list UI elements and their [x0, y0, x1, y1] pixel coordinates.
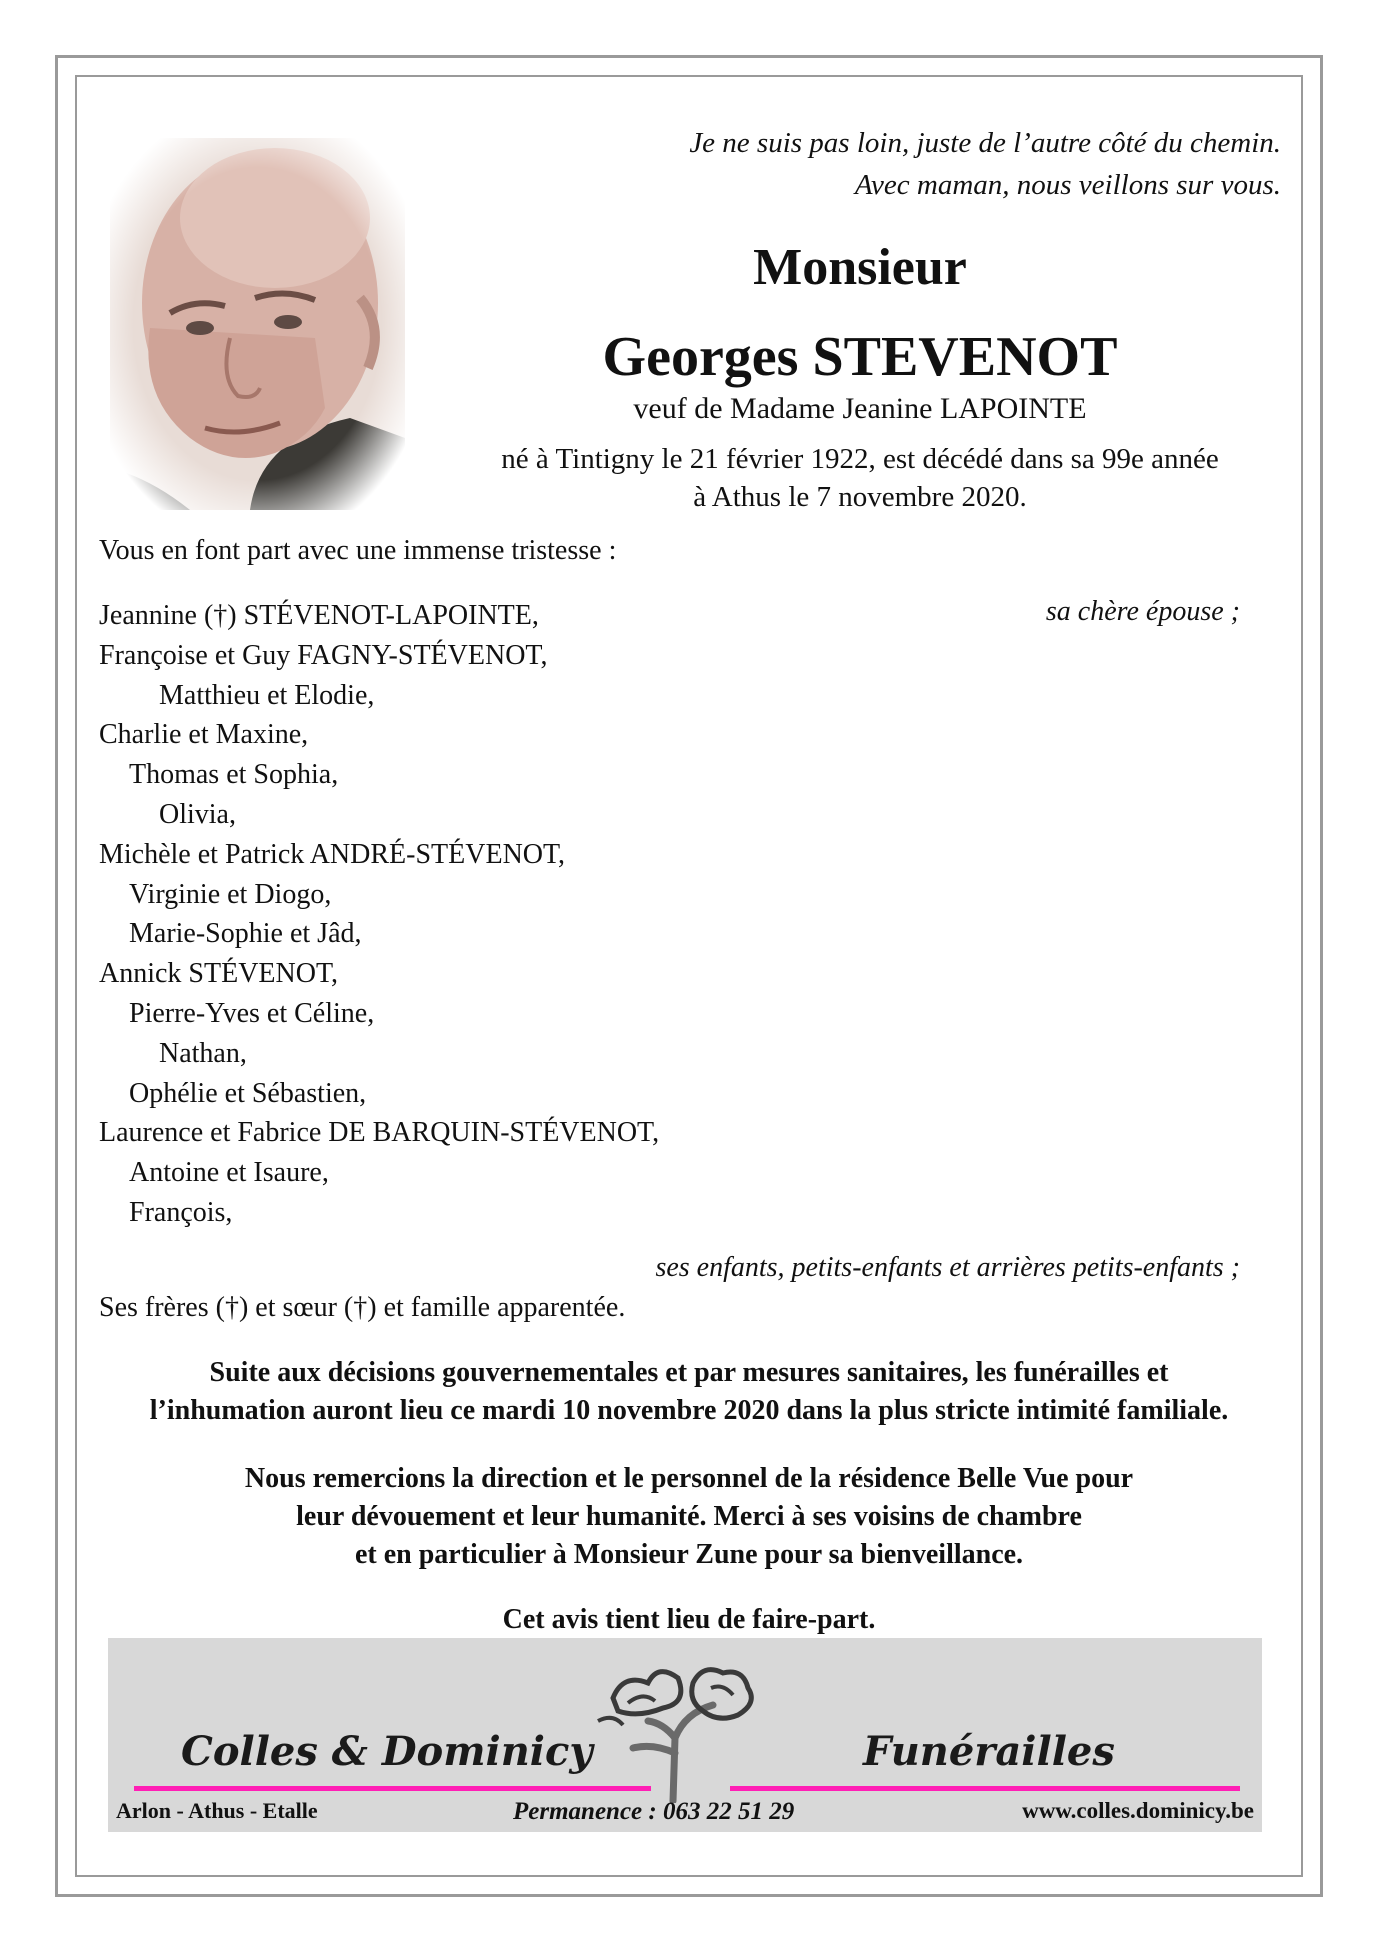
family-member-line: Nathan,	[159, 1037, 247, 1069]
family-member-line: Antoine et Isaure,	[129, 1157, 329, 1189]
locations: Arlon - Athus - Etalle	[116, 1798, 318, 1823]
honorific: Monsieur	[753, 239, 967, 296]
quote-line-2: Avec maman, nous veillons sur vous.	[854, 169, 1281, 201]
family-list	[99, 596, 659, 1233]
siblings-line: Ses frères (†) et sœur (†) et famille apparentée.	[99, 1292, 626, 1323]
thanks-line-2: leur dévouement et leur humanité. Merci à ses voisins de chambre	[296, 1501, 1082, 1532]
intro-line: Vous en font part avec une immense tristesse :	[99, 535, 617, 566]
thanks-line-1: Nous remercions la direction et le personnel de la résidence Belle Vue pour	[244, 1463, 1134, 1494]
funeral-line-2: l’inhumation auront lieu ce mardi 10 novembre 2020 dans la plus stricte intimité familiale.	[149, 1395, 1229, 1426]
family-member-line: Marie-Sophie et Jâd,	[129, 918, 362, 950]
family-member-line: Ophélie et Sébastien,	[129, 1077, 367, 1109]
brand-name: Colles & Dominicy	[181, 1728, 593, 1775]
family-member-line: Annick STÉVENOT,	[99, 958, 338, 990]
tree-logo-icon	[593, 1643, 763, 1803]
phone-permanence: Permanence : 063 22 51 29	[513, 1798, 795, 1825]
accent-line-right	[730, 1786, 1240, 1791]
family-member-line: Laurence et Fabrice DE BARQUIN-STÉVENOT,	[99, 1117, 660, 1149]
family-member-line: Pierre-Yves et Céline,	[129, 997, 375, 1029]
family-member-line: Jeannine (†) STÉVENOT-LAPOINTE,	[99, 600, 539, 631]
accent-line-left	[134, 1786, 651, 1791]
family-member-line: Françoise et Guy FAGNY-STÉVENOT,	[99, 639, 548, 671]
funeral-line-1: Suite aux décisions gouvernementales et par mesures sanitaires, les funérailles et	[209, 1357, 1169, 1388]
thanks-line-3: et en particulier à Monsieur Zune pour sa bienveillance.	[354, 1539, 1024, 1570]
spouse-line: veuf de Madame Jeanine LAPOINTE	[633, 392, 1087, 425]
children-role: ses enfants, petits-enfants et arrières petits-enfants ;	[655, 1252, 1240, 1283]
epigraph-quote	[689, 122, 1281, 206]
funeral-home-footer	[108, 1638, 1262, 1832]
spouse-role: sa chère épouse ;	[1045, 596, 1240, 627]
birth-death-line-1: né à Tintigny le 21 février 1922, est décédé dans sa 99e année	[501, 443, 1219, 475]
family-member-line: Matthieu et Elodie,	[159, 679, 375, 711]
thanks-notice	[90, 1460, 1288, 1574]
brand-suffix: Funérailles	[863, 1728, 1115, 1775]
family-member-line: François,	[129, 1196, 233, 1228]
website: www.colles.dominicy.be	[1022, 1798, 1254, 1823]
funeral-notice	[90, 1354, 1288, 1430]
family-member-line: Michèle et Patrick ANDRÉ-STÉVENOT,	[99, 838, 566, 870]
birth-death-line-2: à Athus le 7 novembre 2020.	[693, 481, 1027, 513]
final-notice: Cet avis tient lieu de faire-part.	[502, 1604, 876, 1635]
portrait-photo	[110, 138, 405, 510]
family-member-line: Olivia,	[159, 798, 236, 830]
birth-death-info	[430, 440, 1290, 516]
quote-line-1: Je ne suis pas loin, juste de l’autre côté du chemin.	[689, 127, 1281, 159]
deceased-name: Georges STEVENOT	[602, 326, 1118, 388]
family-member-line: Charlie et Maxine,	[99, 719, 309, 751]
family-member-line: Virginie et Diogo,	[129, 878, 332, 910]
family-member-line: Thomas et Sophia,	[129, 759, 339, 791]
